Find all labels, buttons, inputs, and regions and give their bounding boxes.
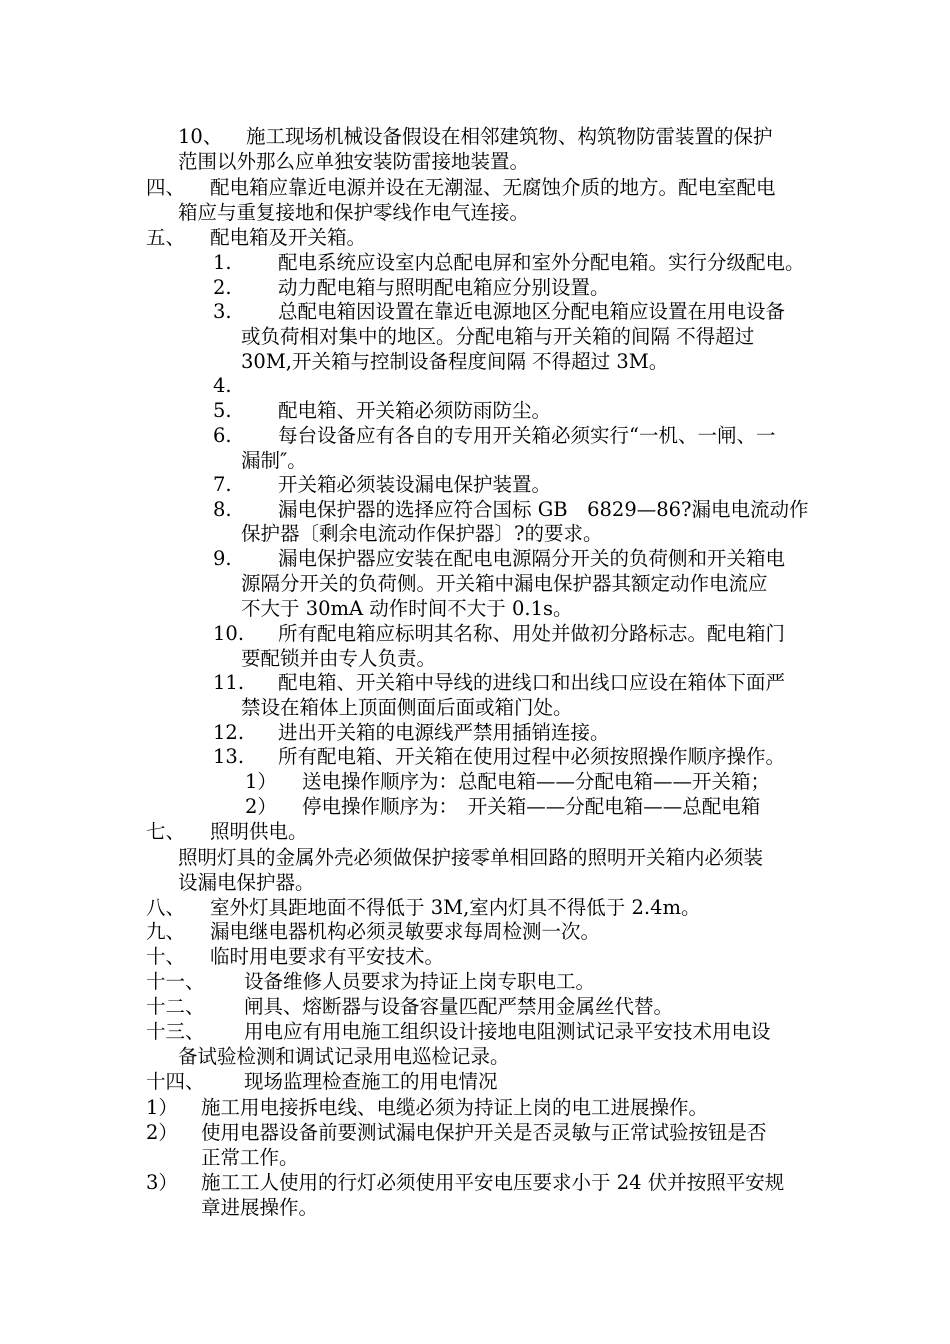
text-line: [0, 1095, 950, 1121]
line-text: 所有配电箱、开关箱在使用过程中必须按照操作顺序操作。: [278, 745, 786, 768]
item-number: 11.: [213, 671, 245, 694]
item-number: 3）: [146, 1171, 178, 1194]
item-number: 13.: [213, 745, 245, 768]
text-line: [0, 398, 950, 424]
item-number: 十四、: [146, 1070, 205, 1093]
line-text: 30M,开关箱与控制设备程度间隔 不得超过 3M。: [241, 350, 669, 373]
line-text: 临时用电要求有平安技术。: [210, 945, 445, 968]
line-text: 施工工人使用的行灯必须使用平安电压要求小于 24 伏并按照平安规: [201, 1171, 785, 1194]
item-number: 8.: [213, 498, 232, 521]
line-text: 施工用电接拆电线、电缆必须为持证上岗的电工进展操作。: [201, 1096, 709, 1119]
text-line: [0, 944, 950, 970]
item-number: 十三、: [146, 1020, 205, 1043]
line-text: 开关箱必须装设漏电保护装置。: [278, 473, 552, 496]
line-text: 源隔分开关的负荷侧。开关箱中漏电保护器其额定动作电流应: [241, 572, 768, 595]
line-text: 配电箱应靠近电源并设在无潮湿、无腐蚀介质的地方。配电室配电: [210, 176, 776, 199]
line-text: 保护器〔剩余电流动作保护器〕?的要求。: [241, 522, 603, 545]
text-line: [0, 994, 950, 1020]
item-number: 12.: [213, 721, 245, 744]
item-number: 6.: [213, 424, 232, 447]
line-text: 进出开关箱的电源线严禁用插销连接。: [278, 721, 610, 744]
text-line: [0, 1019, 950, 1045]
text-line: [0, 546, 950, 572]
text-line: [0, 423, 950, 449]
item-number: 2）: [245, 795, 277, 818]
text-line: [0, 895, 950, 921]
line-text: 章进展操作。: [201, 1196, 319, 1219]
line-text: 总配电箱因设置在靠近电源地区分配电箱应设置在用电设备: [278, 300, 786, 323]
text-line: [0, 1170, 950, 1196]
item-number: 十一、: [146, 970, 205, 993]
text-line: [0, 670, 950, 696]
line-text: 配电系统应设室内总配电屏和室外分配电箱。实行分级配电。: [278, 251, 805, 274]
item-number: 10.: [213, 622, 245, 645]
line-text: 不大于 30mA 动作时间不大于 0.1s。: [241, 597, 573, 620]
text-line: [0, 919, 950, 945]
text-line: [0, 448, 950, 474]
line-text: 正常工作。: [201, 1146, 299, 1169]
item-number: 4.: [213, 374, 232, 397]
line-text: 漏制″。: [241, 449, 307, 472]
line-text: 要配锁并由专人负责。: [241, 647, 437, 670]
text-line: [0, 1195, 950, 1221]
item-number: 2.: [213, 276, 232, 299]
text-line: [0, 497, 950, 523]
text-line: [0, 349, 950, 375]
text-line: [0, 175, 950, 201]
line-text: 照明供电。: [210, 820, 308, 843]
item-number: 十二、: [146, 995, 205, 1018]
line-text: 送电操作顺序为：总配电箱——分配电箱——开关箱；: [302, 770, 771, 793]
line-text: 漏电继电器机构必须灵敏要求每周检测一次。: [210, 920, 601, 943]
text-line: [0, 769, 950, 795]
line-text: 设备维修人员要求为持证上岗专职电工。: [244, 970, 596, 993]
line-text: 用电应有用电施工组织设计接地电阻测试记录平安技术用电设: [244, 1020, 771, 1043]
text-line: [0, 621, 950, 647]
line-text: 使用电器设备前要测试漏电保护开关是否灵敏与正常试验按钮是否: [201, 1121, 767, 1144]
text-line: [0, 373, 950, 399]
line-text: 配电箱、开关箱必须防雨防尘。: [278, 399, 552, 422]
line-text: 禁设在箱体上顶面侧面后面或箱门处。: [241, 696, 573, 719]
line-text: 箱应与重复接地和保护零线作电气连接。: [178, 201, 530, 224]
line-text: 每台设备应有各自的专用开关箱必须实行“一机、一闸、一: [278, 424, 776, 447]
text-line: [0, 819, 950, 845]
text-line: [0, 744, 950, 770]
text-line: [0, 794, 950, 820]
line-text: 漏电保护器的选择应符合国标 GB 6829—86?漏电电流动作: [278, 498, 809, 521]
item-number: 五、: [146, 226, 186, 249]
item-number: 十、: [146, 945, 186, 968]
text-line: [0, 324, 950, 350]
line-text: 室外灯具距地面不得低于 3M,室内灯具不得低于 2.4m。: [210, 896, 701, 919]
text-line: [0, 1145, 950, 1171]
item-number: 1）: [245, 770, 277, 793]
text-line: [0, 695, 950, 721]
text-line: [0, 225, 950, 251]
line-text: 现场监理检查施工的用电情况: [244, 1070, 498, 1093]
text-line: [0, 149, 950, 175]
text-line: [0, 124, 950, 150]
text-line: [0, 571, 950, 597]
item-number: 7.: [213, 473, 232, 496]
item-number: 5.: [213, 399, 232, 422]
line-text: 施工现场机械设备假设在相邻建筑物、构筑物防雷装置的保护: [246, 125, 773, 148]
line-text: 停电操作顺序为： 开关箱——分配电箱——总配电箱: [302, 795, 761, 818]
line-text: 漏电保护器应安装在配电电源隔分开关的负荷侧和开关箱电: [278, 547, 786, 570]
line-text: 配电箱及开关箱。: [210, 226, 367, 249]
line-text: 备试验检测和调试记录用电巡检记录。: [178, 1045, 510, 1068]
text-line: [0, 596, 950, 622]
item-number: 2）: [146, 1121, 178, 1144]
text-line: [0, 275, 950, 301]
item-number: 1.: [213, 251, 232, 274]
item-number: 3.: [213, 300, 232, 323]
item-number: 七、: [146, 820, 186, 843]
text-line: [0, 250, 950, 276]
line-text: 范围以外那么应单独安装防雷接地装置。: [178, 150, 530, 173]
line-text: 动力配电箱与照明配电箱应分别设置。: [278, 276, 610, 299]
item-number: 九、: [146, 920, 186, 943]
text-line: [0, 1120, 950, 1146]
item-number: 1）: [146, 1096, 178, 1119]
text-line: [0, 200, 950, 226]
item-number: 四、: [146, 176, 186, 199]
item-number: 9.: [213, 547, 232, 570]
text-line: [0, 299, 950, 325]
text-line: [0, 969, 950, 995]
line-text: 所有配电箱应标明其名称、用处并做初分路标志。配电箱门: [278, 622, 786, 645]
item-number: 10、: [178, 125, 223, 148]
text-line: [0, 472, 950, 498]
line-text: 或负荷相对集中的地区。分配电箱与开关箱的间隔 不得超过: [241, 325, 755, 348]
text-line: [0, 521, 950, 547]
item-number: 八、: [146, 896, 186, 919]
text-line: [0, 720, 950, 746]
line-text: 照明灯具的金属外壳必须做保护接零单相回路的照明开关箱内必须装: [178, 846, 764, 869]
line-text: 设漏电保护器。: [178, 871, 315, 894]
text-line: [0, 845, 950, 871]
text-line: [0, 646, 950, 672]
line-text: 闸具、熔断器与设备容量匹配严禁用金属丝代替。: [244, 995, 674, 1018]
text-line: [0, 1069, 950, 1095]
line-text: 配电箱、开关箱中导线的进线口和出线口应设在箱体下面严: [278, 671, 786, 694]
text-line: [0, 1044, 950, 1070]
text-line: [0, 870, 950, 896]
